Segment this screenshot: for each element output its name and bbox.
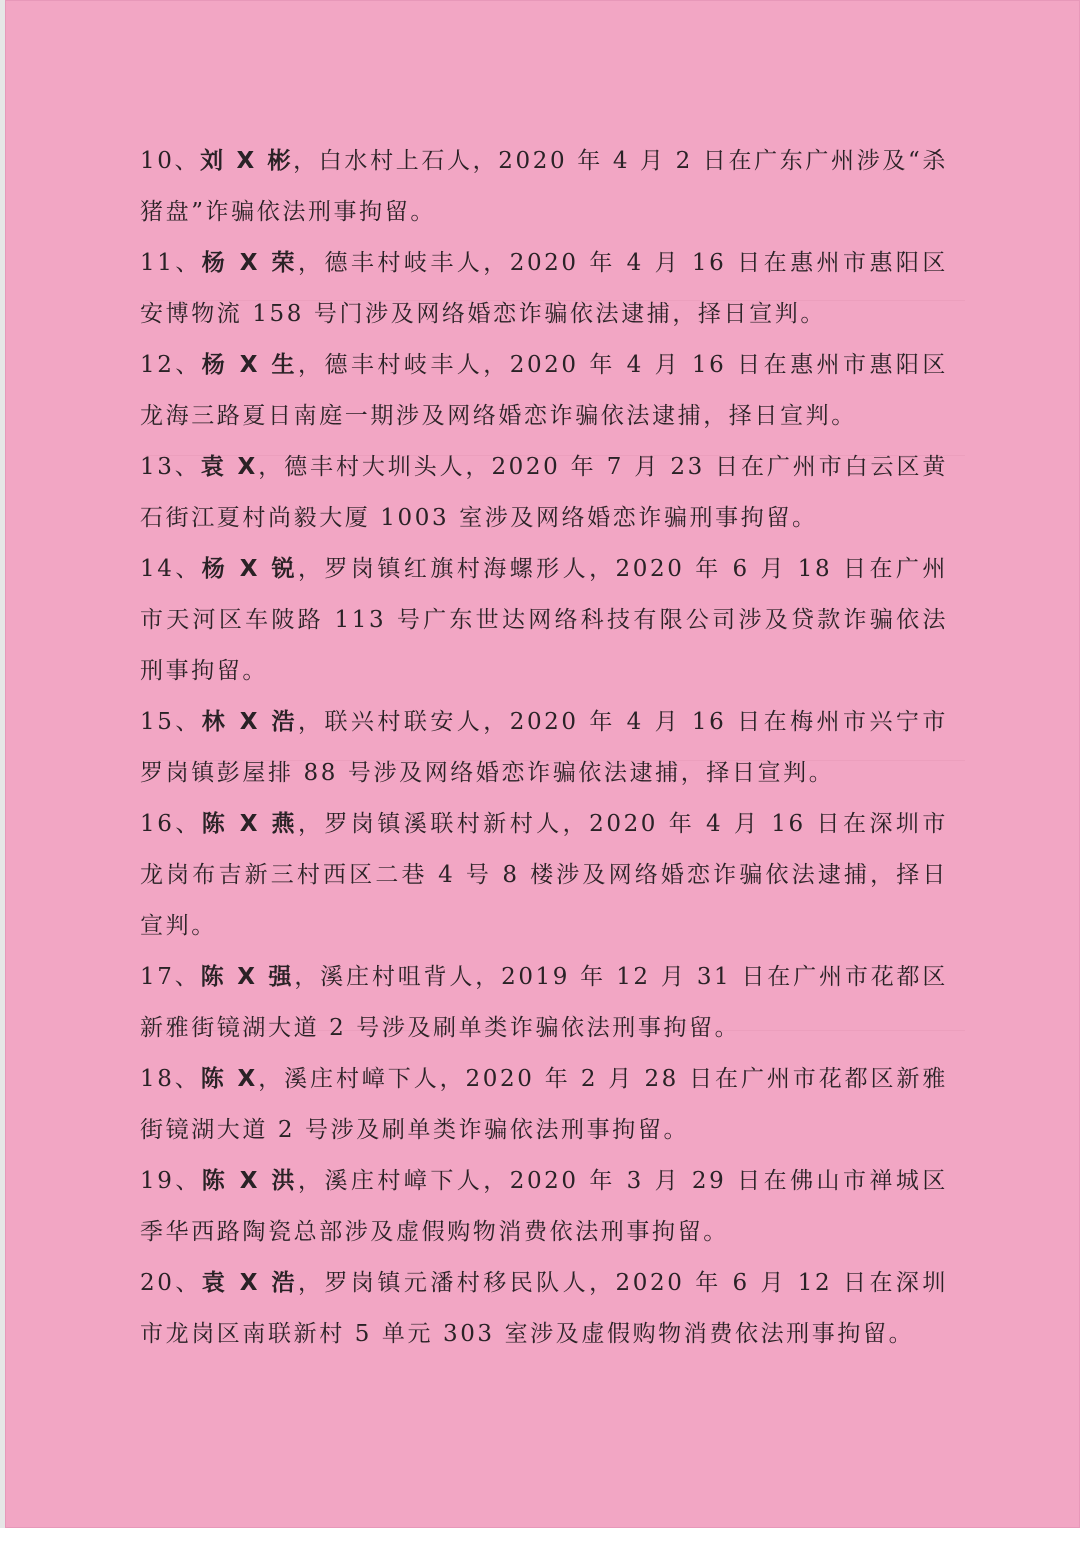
case-entry [140, 340, 948, 442]
entry-name: 陈 X 强 [200, 964, 295, 990]
case-entry [140, 1054, 948, 1156]
entry-text: ，罗岗镇红旗村海螺形人，2020 年 6 月 18 日在广州市天河区车陂路 113 号广东世达网络科技有限公司涉及贷款诈骗依法刑事拘留。 [140, 556, 948, 684]
entry-text: ，联兴村联安人，2020 年 4 月 16 日在梅州市兴宁市罗岗镇彭屋排 88 号涉及网络婚恋诈骗依法逮捕，择日宣判。 [140, 709, 948, 786]
case-entry [140, 238, 948, 340]
entry-number: 11、 [140, 250, 202, 276]
entry-number: 10、 [140, 148, 201, 174]
entry-text: ，罗岗镇元潘村移民队人，2020 年 6 月 12 日在深圳市龙岗区南联新村 5 单元 303 室涉及虚假购物消费依法刑事拘留。 [140, 1270, 948, 1347]
entry-text: ，溪庄村咀背人，2019 年 12 月 31 日在广州市花都区新雅街镜湖大道 2 号涉及刷单类诈骗依法刑事拘留。 [140, 964, 948, 1041]
entry-number: 17、 [140, 964, 201, 990]
entry-number: 18、 [140, 1066, 201, 1092]
entry-name: 杨 X 生 [201, 352, 298, 378]
case-entry [140, 952, 948, 1054]
case-entry [140, 1258, 948, 1360]
entry-text: ，德丰村岐丰人，2020 年 4 月 16 日在惠州市惠阳区龙海三路夏日南庭一期涉及网络婚恋诈骗依法逮捕，择日宣判。 [140, 352, 948, 429]
entry-name: 杨 X 锐 [201, 556, 298, 582]
entry-text: ，溪庄村嶂下人，2020 年 3 月 29 日在佛山市禅城区季华西路陶瓷总部涉及虚假购物消费依法刑事拘留。 [140, 1168, 948, 1245]
entry-number: 13、 [140, 454, 201, 480]
scan-margin [0, 1528, 1080, 1541]
entry-number: 12、 [140, 352, 202, 378]
entry-name: 杨 X 荣 [201, 250, 298, 276]
entry-text: ，德丰村岐丰人，2020 年 4 月 16 日在惠州市惠阳区安博物流 158 号门涉及网络婚恋诈骗依法逮捕，择日宣判。 [140, 250, 948, 327]
entry-name: 袁 X [200, 454, 258, 480]
entry-number: 15、 [140, 709, 202, 735]
entry-text: ，白水村上石人，2020 年 4 月 2 日在广东广州涉及“杀猪盘”诈骗依法刑事拘留。 [140, 148, 949, 225]
entry-name: 陈 X 燕 [201, 811, 298, 837]
entry-name: 刘 X 彬 [200, 148, 294, 174]
entry-text: ，溪庄村嶂下人，2020 年 2 月 28 日在广州市花都区新雅街镜湖大道 2 号涉及刷单类诈骗依法刑事拘留。 [140, 1066, 948, 1143]
entry-name: 陈 X [200, 1066, 258, 1092]
case-entry [140, 442, 948, 544]
entry-number: 20、 [140, 1270, 202, 1296]
case-entry [140, 1156, 948, 1258]
entry-text: ，罗岗镇溪联村新村人，2020 年 4 月 16 日在深圳市龙岗布吉新三村西区二巷 4 号 8 楼涉及网络婚恋诈骗依法逮捕，择日宣判。 [140, 811, 948, 939]
case-entry [140, 544, 948, 697]
case-entry [140, 799, 948, 952]
entry-text: ，德丰村大圳头人，2020 年 7 月 23 日在广州市白云区黄石街江夏村尚毅大厦 1003 室涉及网络婚恋诈骗刑事拘留。 [140, 454, 948, 531]
case-entry [140, 697, 948, 799]
entry-name: 袁 X 浩 [201, 1270, 298, 1296]
entry-number: 16、 [140, 811, 202, 837]
entry-name: 陈 X 洪 [201, 1168, 298, 1194]
entry-name: 林 X 浩 [201, 709, 298, 735]
entry-number: 14、 [140, 556, 202, 582]
entry-number: 19、 [140, 1168, 202, 1194]
case-entry [140, 136, 948, 238]
case-list [140, 136, 948, 1360]
